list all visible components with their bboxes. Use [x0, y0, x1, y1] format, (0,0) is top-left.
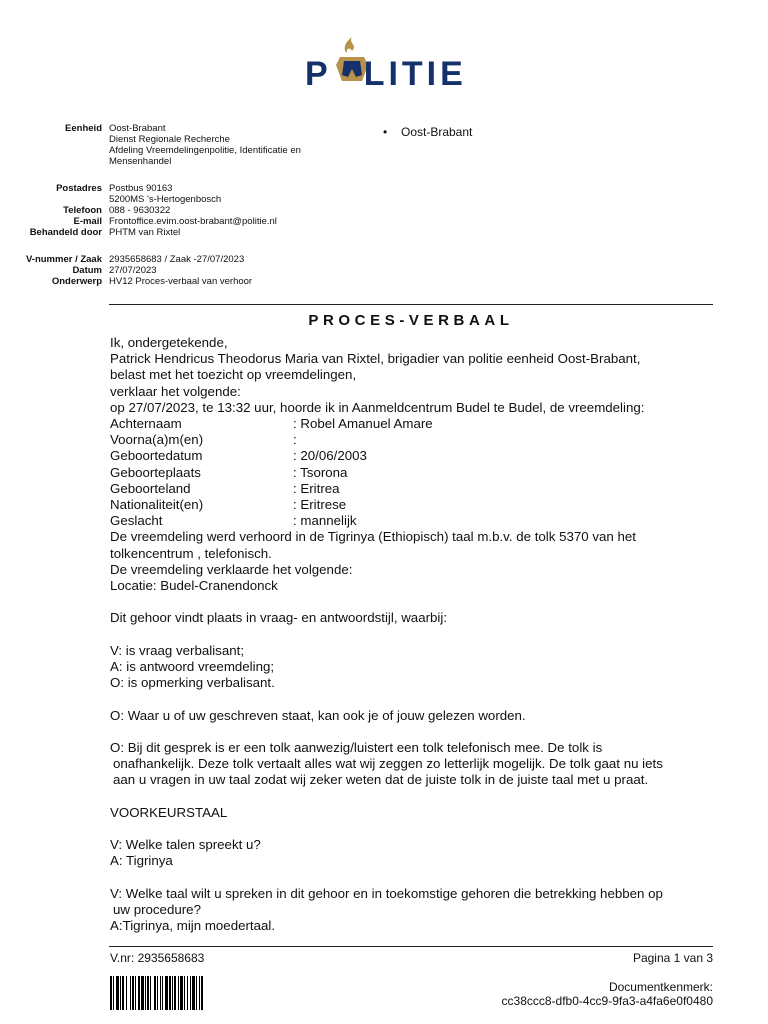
divider: [109, 304, 713, 305]
person-row: [110, 481, 720, 497]
person-row: [110, 513, 720, 529]
info-row-datum: [0, 265, 380, 276]
document-body: [110, 335, 720, 934]
person-key: Achternaam: [110, 416, 182, 432]
info-value: Mensenhandel: [109, 156, 172, 167]
person-value: :: [293, 432, 297, 448]
question-line: V: Welke taal wilt u spreken in dit gehoor en in toekomstige gehoren die betrekking hebben op: [110, 885, 663, 901]
person-row: [110, 448, 720, 464]
document-kenmerk: [502, 980, 713, 1008]
info-row-v-nummer: [0, 254, 380, 265]
section-heading: VOORKEURSTAAL: [110, 804, 228, 820]
remark-line: O: Bij dit gesprek is er een tolk aanwezig/luistert een tolk telefonisch mee. De tolk is: [110, 740, 603, 756]
remark-line: aan u vragen in uw taal zodat wij zeker weten dat de juiste tolk in de juiste taal met u praat.: [113, 772, 649, 788]
footer-vnr: V.nr: 2935658683: [110, 951, 205, 965]
person-key: Geboorteplaats: [110, 464, 201, 480]
info-label: Behandeld door: [29, 227, 102, 238]
info-value: 2935658683 / Zaak -27/07/2023: [109, 254, 245, 265]
info-label: Onderwerp: [51, 276, 102, 287]
legend-line: A: is antwoord vreemdeling;: [110, 659, 275, 675]
person-value: : mannelijk: [293, 513, 357, 529]
body-line: Locatie: Budel-Cranendonck: [110, 578, 278, 594]
body-line: belast met het toezicht op vreemdelingen,: [110, 367, 357, 383]
body-line: De vreemdeling werd verhoord in de Tigrinya (Ethiopisch) taal m.b.v. de tolk 5370 van het: [110, 529, 636, 545]
info-value: 088 - 9630322: [109, 205, 171, 216]
kenmerk-label: Documentkenmerk:: [608, 980, 713, 994]
bullet-icon: •: [383, 125, 388, 139]
info-label: Datum: [72, 265, 102, 276]
body-line: tolkencentrum , telefonisch.: [110, 545, 272, 561]
info-value: 5200MS 's-Hertogenbosch: [109, 194, 222, 205]
body-line: Ik, ondergetekende,: [110, 335, 228, 350]
page-indicator: Pagina 1 van 3: [632, 951, 713, 965]
person-key: Geslacht: [110, 513, 163, 529]
answer-line: A: Tigrinya: [110, 853, 173, 869]
person-value: : 20/06/2003: [293, 448, 367, 464]
person-row: [110, 465, 720, 481]
person-row: [110, 497, 720, 513]
body-line: op 27/07/2023, te 13:32 uur, hoorde ik in Aanmeldcentrum Budel te Budel, de vreemdeling:: [110, 399, 645, 415]
info-value: PHTM van Rixtel: [109, 227, 181, 238]
person-row: [110, 416, 720, 432]
info-label: Eenheid: [65, 123, 102, 134]
info-value: Oost-Brabant: [109, 123, 166, 134]
person-value: : Eritrese: [293, 497, 347, 513]
answer-line: A:Tigrinya, mijn moedertaal.: [110, 918, 276, 934]
info-label: V-nummer / Zaak: [25, 254, 102, 265]
legend-line: V: is vraag verbalisant;: [110, 642, 245, 658]
header-info: [0, 123, 380, 287]
person-key: Voorna(a)m(en): [110, 432, 204, 448]
person-value: : Robel Amanuel Amare: [293, 416, 433, 432]
info-label: E-mail: [73, 216, 102, 227]
info-row-eenheid: [0, 123, 380, 167]
question-line: uw procedure?: [113, 902, 201, 917]
politie-logo: [305, 30, 505, 95]
info-value: Postbus 90163: [109, 183, 173, 194]
info-value: 27/07/2023: [109, 265, 157, 276]
info-label: Postadres: [56, 183, 102, 194]
info-row-onderwerp: [0, 276, 380, 287]
person-key: Geboorteland: [110, 480, 191, 496]
address-bullet: [383, 125, 472, 139]
remark-line: O: Waar u of uw geschreven staat, kan ook je of jouw gelezen worden.: [110, 707, 526, 723]
legend-line: O: is opmerking verbalisant.: [110, 675, 275, 691]
body-line: De vreemdeling verklaarde het volgende:: [110, 561, 353, 577]
info-value: HV12 Proces-verbaal van verhoor: [109, 276, 253, 287]
person-value: : Eritrea: [293, 480, 340, 496]
question-line: V: Welke talen spreekt u?: [110, 837, 261, 853]
kenmerk-value: cc38ccc8-dfb0-4cc9-9fa3-a4fa6e0f0480: [501, 994, 713, 1008]
body-line: Dit gehoor vindt plaats in vraag- en antwoordstijl, waarbij:: [110, 610, 448, 626]
person-key: Nationaliteit(en): [110, 497, 204, 513]
body-line: verklaar het volgende:: [110, 383, 241, 399]
remark-line: onafhankelijk. Deze tolk vertaalt alles wat wij zeggen zo letterlijk mogelijk. De tolk gaat nu iets: [113, 756, 663, 772]
info-row-telefoon: [0, 205, 380, 216]
person-value: : Tsorona: [293, 464, 348, 480]
info-row-email: [0, 216, 380, 227]
bullet-text: Oost-Brabant: [401, 125, 473, 139]
person-row: [110, 432, 720, 448]
document-title: PROCES-VERBAAL: [308, 312, 514, 329]
footer-divider: [109, 946, 713, 947]
info-value: Afdeling Vreemdelingenpolitie, Identificatie en: [109, 145, 301, 156]
person-key: Geboortedatum: [110, 448, 203, 464]
info-value[interactable]: Frontoffice.evim.oost-brabant@politie.nl: [109, 216, 277, 227]
logo-wordmark: P LITIE: [305, 55, 467, 93]
barcode: [110, 976, 286, 1010]
info-row-behandeld-door: [0, 227, 380, 238]
info-value: Dienst Regionale Recherche: [109, 134, 230, 145]
body-line: Patrick Hendricus Theodorus Maria van Rixtel, brigadier van politie eenheid Oost-Brabant,: [110, 351, 641, 367]
info-label: Telefoon: [63, 205, 102, 216]
info-row-postadres: [0, 183, 380, 205]
